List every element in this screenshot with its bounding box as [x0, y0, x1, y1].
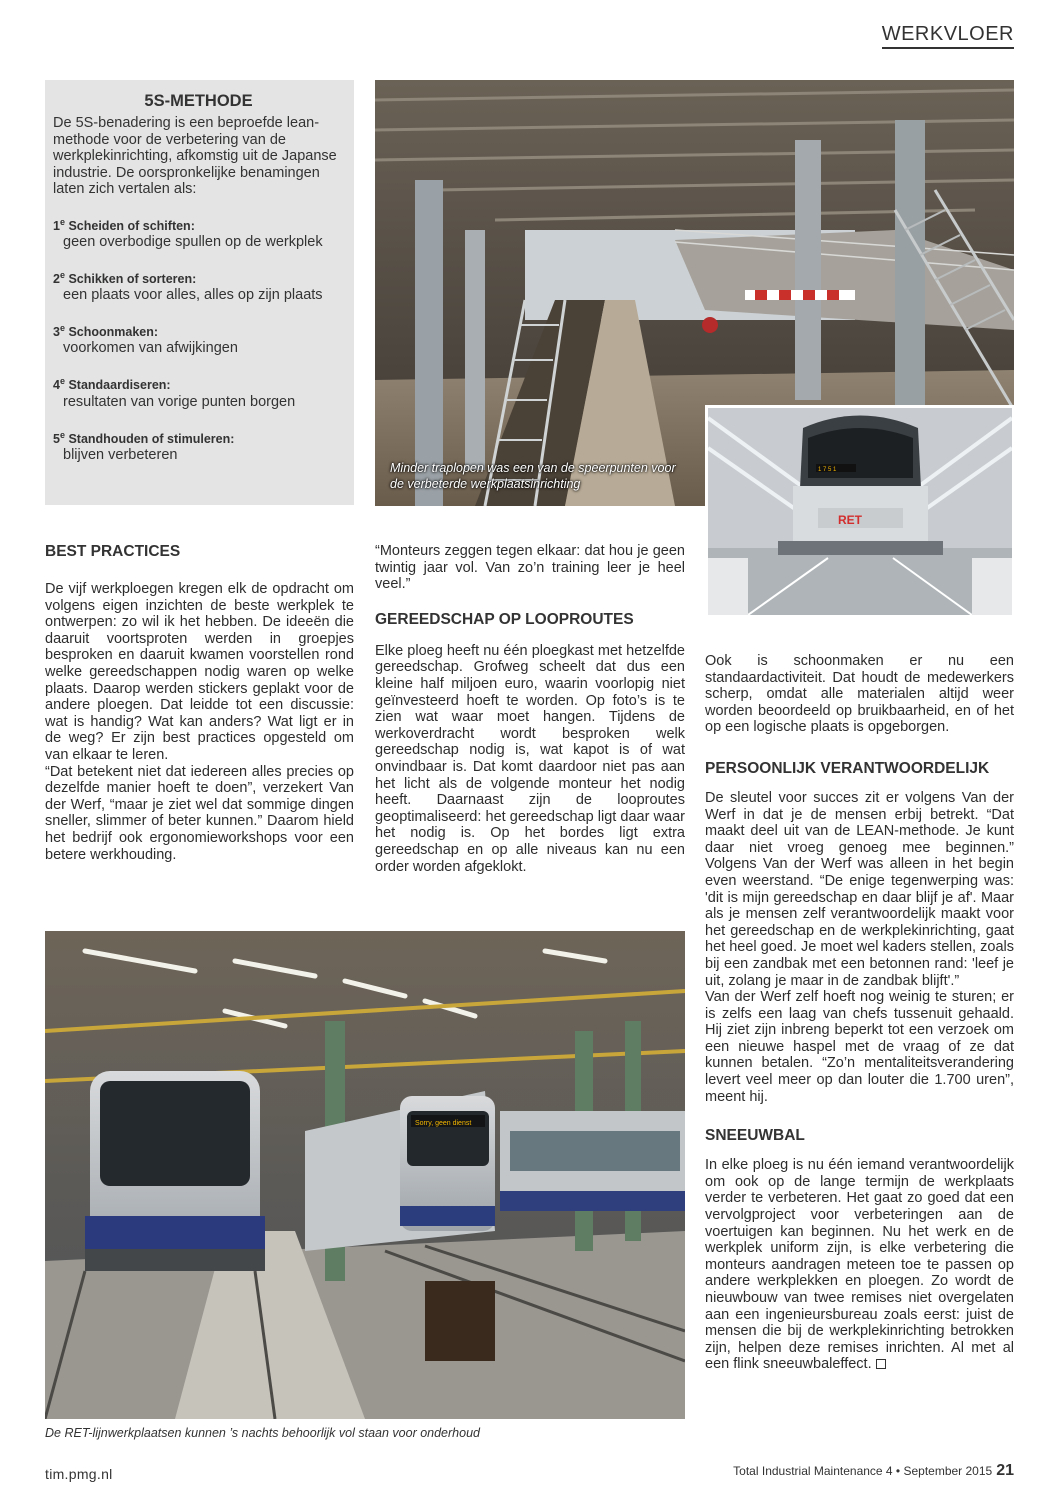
item-text: voorkomen van afwijkingen	[63, 340, 238, 357]
item-number: 4	[53, 378, 60, 393]
item-text: blijven verbeteren	[63, 446, 178, 463]
column-left	[45, 543, 354, 863]
box-title: 5S-METHODE	[144, 92, 253, 110]
tram-display: Sorry, geen dienst	[415, 1120, 472, 1127]
item-number: 5	[53, 431, 60, 446]
paragraph-text: In elke ploeg is nu één iemand verantwoordelijk om ook op de lange termijn de werkplaats verder te verbeteren. Het gaat zo goed dat een vervolgproject voor verbeteringen aan de voertuigen kan beginnen. Nu het werk en de werkplek uniform zijn, is elke verbetering die monteurs aandragen meteen toe te passen op andere werkplekken en ploegen. Zo wordt de nieuwbouw van twee remises niet overgelaten aan een ingenieursbureau zoals eerst: juist de mensen die bij de werkplekinrichting betrokken zijn, helpen deze remises inrichten. Al met al een flink sneeuwbaleffect.	[705, 1157, 1014, 1373]
heading-best-practices: BEST PRACTICES	[45, 543, 181, 560]
paragraph: “Monteurs zeggen tegen elkaar: dat hou je geen twintig jaar vol. Van zo’n training leer je heel veel.”	[375, 543, 685, 593]
paragraph: “Dat betekent niet dat iedereen alles precies op dezelfde manier hoeft te doen”, verzekert Van der Werf, “maar je ziet wel dat sommige dingen sneller, slimmer of beter kunnen.” Daarom hield het bedrijf ook ergonomieworkshops voor een betere werkhouding.	[45, 763, 354, 863]
item-text: resultaten van vorige punten borgen	[63, 393, 296, 410]
item-title: Scheiden of schiften:	[68, 219, 195, 234]
column-right	[705, 653, 1014, 1373]
end-of-article-icon	[876, 1359, 886, 1369]
item-title: Standaardiseren:	[68, 378, 171, 393]
tram-inset-photo	[705, 405, 1015, 618]
page-number: 21	[996, 1462, 1014, 1479]
box-item	[53, 214, 344, 251]
item-title: Standhouden of stimuleren:	[68, 431, 235, 446]
photo-caption-top: Minder traplopen was een van de speerpunten voor de verbeterde werkplaatsinrichting	[390, 461, 676, 491]
item-sup: e	[59, 376, 65, 387]
paragraph: De sleutel voor succes zit er volgens Van der Werf in dat je de mensen erbij betrekt. “Dat maakt deel uit van de LEAN-methode. Je kunt daar niet vroeg genoeg mee beginnen.” Volgens Van der Werf was alleen in het begin even weerstand. “De enige tegenwerping was: 'dit is mijn gereedschap en daar blijf je af'. Maar als je mensen zelf verantwoordelijk maakt voor het gereedschap en de werkplekinrichting, gaat het heel goed. Je moet wel kaders stellen, zoals bij een zandbak met een betonnen rand: 'leef je uit, zolang je maar in de zandbak blijft'.”	[705, 789, 1014, 989]
box-item	[53, 267, 344, 304]
item-title: Schoonmaken:	[68, 325, 159, 340]
footer-magazine-text: Total Industrial Maintenance 4 • September 2015	[733, 1464, 993, 1478]
item-text: geen overbodige spullen op de werkplek	[63, 234, 323, 251]
photo-caption-bottom: De RET-lijnwerkplaatsen kunnen ’s nachts behoorlijk vol staan voor onderhoud	[45, 1426, 480, 1440]
section-label: WERKVLOER	[882, 22, 1014, 49]
column-middle	[375, 543, 685, 875]
item-sup: e	[59, 323, 65, 334]
item-sup: e	[59, 270, 65, 281]
box-item	[53, 373, 344, 410]
tram-logo: RET	[838, 513, 862, 527]
item-text: een plaats voor alles, alles op zijn plaats	[63, 287, 323, 304]
item-sup: e	[59, 216, 65, 227]
paragraph: Van der Werf zelf hoeft nog weinig te sturen; er is zelfs een laag van chefs tussenuit gehaald. Hij ziet zijn inbreng beperkt tot een verzoek om een nieuwe haspel met de vraag of ze dat kunnen betalen. “Zo’n mentaliteitsverandering levert veel meer op dan louter die 1.700 uren”, meent hij.	[705, 989, 1014, 1105]
box-item	[53, 320, 344, 357]
svg-text:1 7 5 1: 1 7 5 1	[818, 467, 837, 473]
item-number: 2	[53, 272, 60, 287]
box-items	[53, 214, 344, 464]
heading-gereedschap: GEREEDSCHAP OP LOOPROUTES	[375, 610, 634, 628]
paragraph: Ook is schoonmaken er nu een standaardactiviteit. Dat houdt de medewerkers scherp, omdat alle materialen altijd weer worden beoordeeld op bruikbaarheid, en of het op een logische plaats is opgeborgen.	[705, 653, 1014, 736]
item-number: 3	[53, 325, 60, 340]
sidebar-5s-box	[45, 80, 354, 505]
footer-site[interactable]: tim.pmg.nl	[45, 1466, 113, 1482]
box-intro: De 5S-benadering is een beproefde lean-methode voor de verbetering van de werkplekinrichting, afkomstig uit de Japanse industrie. De oorspronkelijke benamingen laten zich vertalen als:	[53, 115, 337, 198]
item-sup: e	[59, 429, 65, 440]
item-title: Schikken of sorteren:	[68, 272, 197, 287]
paragraph: De vijf werkploegen kregen elk de opdracht om volgens eigen inzichten de beste werkplek te ontwerpen: zo wil ik het hebben. De ideeën die daaruit voortsproten werden in groepjes besproken en daaruit kwamen voorstellen rond welke gereedschappen nodig waren op welke plaats. Daarop werden stickers geplakt voor de andere ploegen. Dat leidde tot een discussie: wat is handig? Wat kan anders? Wat ligt er in de weg? Er zijn best practices opgesteld om van elkaar te leren.	[45, 581, 354, 763]
item-number: 1	[53, 219, 60, 234]
box-item	[53, 427, 344, 464]
paragraph: Elke ploeg heeft nu één ploegkast met hetzelfde gereedschap. Grofweg scheelt dat dus een kleine half miljoen euro, waarin voorlopig niet geïnvesteerd hoeft te worden. Op foto’s is te zien wat waar moet hangen. Tijdens de werkoverdracht wordt besproken welk gereedschap nodig is, wat kapot is of wat onvindbaar is. Dat komt daardoor niet pas aan het licht als de volgende monteur het nodig heeft. Daarnaast zijn de looproutes geoptimaliseerd: het gereedschap ligt daar waar het nodig is. Op het bordes ligt extra gereedschap en op alle niveaus kan nu een order worden afgeklokt.	[375, 642, 685, 875]
tram-depot-photo	[45, 931, 685, 1419]
heading-persoonlijk: PERSOONLIJK VERANTWOORDELIJK	[705, 759, 990, 777]
footer-magazine	[733, 1462, 1014, 1480]
paragraph	[705, 1157, 1014, 1373]
heading-sneeuwbal: SNEEUWBAL	[705, 1127, 805, 1145]
